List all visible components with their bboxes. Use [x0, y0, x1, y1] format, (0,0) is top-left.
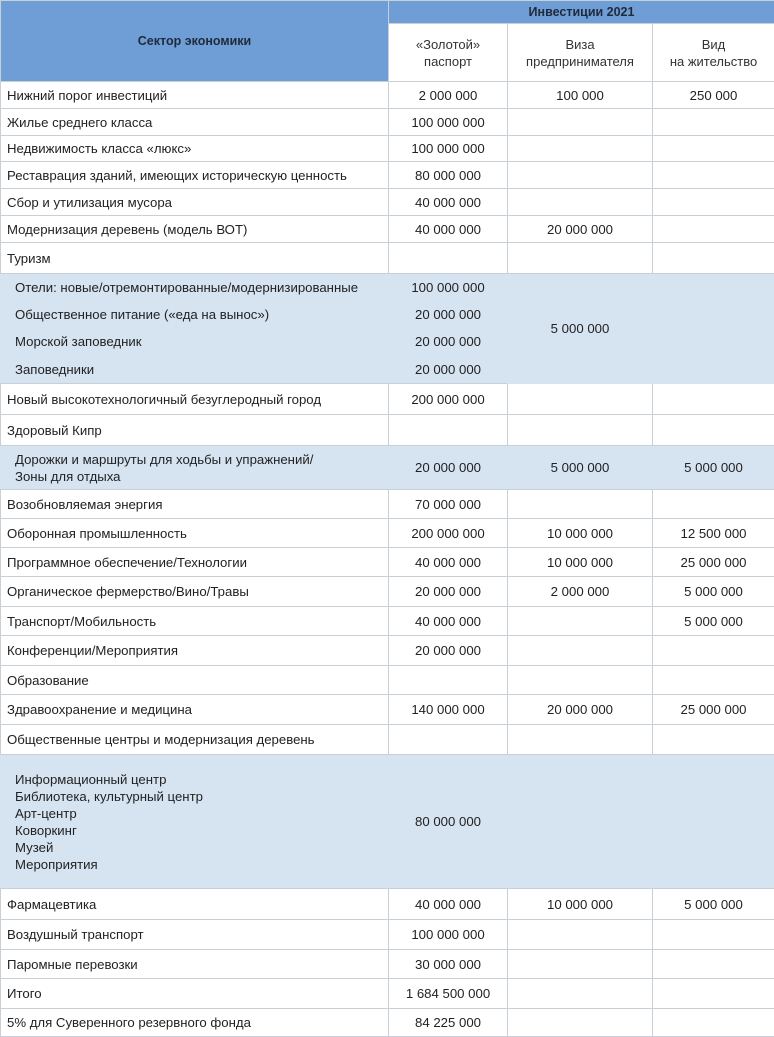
- cell-visa: [508, 979, 653, 1009]
- cell-golden: 100 000 000: [389, 109, 508, 136]
- table-row: [1, 548, 774, 577]
- row-label-community-centers: [1, 755, 389, 889]
- row-label: Общественное питание («еда на вынос»): [1, 301, 389, 328]
- cell-golden: 20 000 000: [389, 577, 508, 607]
- cell-residence: 25 000 000: [653, 548, 774, 577]
- row-label: Конференции/Мероприятия: [1, 636, 389, 666]
- cell-residence: 250 000: [653, 82, 774, 109]
- cell-visa: [508, 136, 653, 162]
- row-label: 5% для Суверенного резервного фонда: [1, 1009, 389, 1037]
- row-label: Паромные перевозки: [1, 950, 389, 979]
- cell-residence: 5 000 000: [653, 446, 774, 490]
- cell-golden: 40 000 000: [389, 889, 508, 920]
- cell-visa: [508, 109, 653, 136]
- cell-residence: [653, 136, 774, 162]
- table-row: [1, 384, 774, 415]
- table-row: [1, 577, 774, 607]
- cell-visa: 100 000: [508, 82, 653, 109]
- cell-golden-total: 1 684 500 000: [389, 979, 508, 1009]
- header-golden-passport: [389, 24, 508, 82]
- cell-golden: 40 000 000: [389, 189, 508, 216]
- row-label: Транспорт/Мобильность: [1, 607, 389, 636]
- cell-visa: 10 000 000: [508, 519, 653, 548]
- cell-visa: [508, 725, 653, 755]
- header-visa-line2: предпринимателя: [526, 54, 634, 69]
- cell-residence: [653, 950, 774, 979]
- cell-visa: [508, 636, 653, 666]
- table-row: [1, 607, 774, 636]
- cell-residence: 12 500 000: [653, 519, 774, 548]
- cell-residence: [653, 1009, 774, 1037]
- row-label: Заповедники: [1, 356, 389, 384]
- cell-golden: [389, 415, 508, 446]
- cell-golden: [389, 243, 508, 274]
- row-label-line4: Коворкинг: [15, 823, 77, 838]
- cell-residence: [653, 243, 774, 274]
- table-row-sub: [1, 755, 774, 889]
- cell-golden: 84 225 000: [389, 1009, 508, 1037]
- cell-residence: [653, 636, 774, 666]
- table-row: [1, 136, 774, 162]
- cell-visa: [508, 1009, 653, 1037]
- cell-residence: [653, 109, 774, 136]
- table-row: [1, 415, 774, 446]
- cell-visa: 10 000 000: [508, 548, 653, 577]
- row-label: Морской заповедник: [1, 328, 389, 356]
- row-label: Возобновляемая энергия: [1, 490, 389, 519]
- row-label: Недвижимость класса «люкс»: [1, 136, 389, 162]
- cell-visa: [508, 384, 653, 415]
- cell-residence: [653, 384, 774, 415]
- cell-golden: 20 000 000: [389, 301, 508, 328]
- header-entrepreneur-visa: [508, 24, 653, 82]
- table-row-reserve-fund: [1, 1009, 774, 1037]
- row-label: Органическое фермерство/Вино/Травы: [1, 577, 389, 607]
- table-row-sub: [1, 274, 774, 301]
- cell-visa: [508, 189, 653, 216]
- row-label: Новый высокотехнологичный безуглеродный город: [1, 384, 389, 415]
- row-label: Туризм: [1, 243, 389, 274]
- row-label: Здоровый Кипр: [1, 415, 389, 446]
- table-row: [1, 82, 774, 109]
- cell-residence: [653, 415, 774, 446]
- table-row: [1, 725, 774, 755]
- row-label-line6: Мероприятия: [15, 857, 98, 872]
- cell-golden: [389, 666, 508, 695]
- cell-residence: [653, 979, 774, 1009]
- cell-visa: [508, 920, 653, 950]
- cell-golden: 40 000 000: [389, 548, 508, 577]
- cell-residence-tourism: [653, 274, 774, 384]
- header-residence-permit: [653, 24, 774, 82]
- row-label-line3: Арт-центр: [15, 806, 77, 821]
- cell-visa-tourism: 5 000 000: [508, 274, 653, 384]
- cell-residence: [653, 755, 774, 889]
- table-row: [1, 490, 774, 519]
- table-row: [1, 695, 774, 725]
- cell-golden: 20 000 000: [389, 446, 508, 490]
- table-row: [1, 519, 774, 548]
- cell-residence: [653, 216, 774, 243]
- cell-residence: 5 000 000: [653, 607, 774, 636]
- row-label-line2: Библиотека, культурный центр: [15, 789, 203, 804]
- cell-visa: [508, 162, 653, 189]
- cell-visa: 2 000 000: [508, 577, 653, 607]
- cell-visa: 20 000 000: [508, 695, 653, 725]
- cell-golden: 70 000 000: [389, 490, 508, 519]
- table-row-sub: [1, 446, 774, 490]
- cell-visa: 10 000 000: [508, 889, 653, 920]
- cell-golden: 80 000 000: [389, 162, 508, 189]
- cell-golden: 80 000 000: [389, 755, 508, 889]
- row-label: Здравоохранение и медицина: [1, 695, 389, 725]
- cell-golden: 100 000 000: [389, 920, 508, 950]
- row-label: Фармацевтика: [1, 889, 389, 920]
- row-label-line2: Зоны для отдыха: [15, 469, 121, 484]
- row-label-line1: Информационный центр: [15, 772, 166, 787]
- row-label: [1, 446, 389, 490]
- cell-visa: 5 000 000: [508, 446, 653, 490]
- row-label: Сбор и утилизация мусора: [1, 189, 389, 216]
- cell-residence: 5 000 000: [653, 889, 774, 920]
- table-row: [1, 636, 774, 666]
- row-label-line1: Дорожки и маршруты для ходьбы и упражнений/: [15, 452, 313, 467]
- header-visa-line1: Виза: [565, 37, 594, 52]
- table-row-total: [1, 979, 774, 1009]
- table-row: [1, 216, 774, 243]
- row-label: Модернизация деревень (модель ВОТ): [1, 216, 389, 243]
- header-golden-line1: «Золотой»: [416, 37, 480, 52]
- row-label: Образование: [1, 666, 389, 695]
- cell-visa: [508, 666, 653, 695]
- cell-golden: 20 000 000: [389, 636, 508, 666]
- cell-golden: 40 000 000: [389, 216, 508, 243]
- cell-golden: 20 000 000: [389, 356, 508, 384]
- cell-golden: 140 000 000: [389, 695, 508, 725]
- cell-visa: [508, 490, 653, 519]
- cell-residence: [653, 490, 774, 519]
- row-label: Отели: новые/отремонтированные/модернизированные: [1, 274, 389, 301]
- cell-golden: 100 000 000: [389, 274, 508, 301]
- header-investments-2021: Инвестиции 2021: [389, 1, 774, 24]
- header-sector: Сектор экономики: [1, 1, 389, 82]
- cell-residence: [653, 162, 774, 189]
- header-res-line1: Вид: [702, 37, 726, 52]
- cell-golden: 40 000 000: [389, 607, 508, 636]
- table-row: [1, 950, 774, 979]
- table-row: [1, 243, 774, 274]
- row-label: Общественные центры и модернизация деревень: [1, 725, 389, 755]
- table-row: [1, 189, 774, 216]
- cell-visa: [508, 755, 653, 889]
- header-golden-line2: паспорт: [424, 54, 472, 69]
- cell-golden: 30 000 000: [389, 950, 508, 979]
- row-label: Реставрация зданий, имеющих историческую ценность: [1, 162, 389, 189]
- cell-residence: [653, 189, 774, 216]
- cell-golden: 100 000 000: [389, 136, 508, 162]
- cell-visa: [508, 607, 653, 636]
- cell-residence: 25 000 000: [653, 695, 774, 725]
- cell-golden: 20 000 000: [389, 328, 508, 356]
- cell-visa: [508, 415, 653, 446]
- header-row: [1, 1, 774, 24]
- row-label: Воздушный транспорт: [1, 920, 389, 950]
- cell-residence: [653, 666, 774, 695]
- cell-visa: 20 000 000: [508, 216, 653, 243]
- cell-residence: [653, 725, 774, 755]
- row-label: Оборонная промышленность: [1, 519, 389, 548]
- cell-golden: 2 000 000: [389, 82, 508, 109]
- table-row: [1, 109, 774, 136]
- cell-visa: [508, 950, 653, 979]
- cell-golden: 200 000 000: [389, 384, 508, 415]
- table-row: [1, 920, 774, 950]
- cell-golden: [389, 725, 508, 755]
- header-res-line2: на жительство: [670, 54, 757, 69]
- row-label: Нижний порог инвестиций: [1, 82, 389, 109]
- row-label: Жилье среднего класса: [1, 109, 389, 136]
- table-row: [1, 162, 774, 189]
- row-label-total: Итого: [1, 979, 389, 1009]
- table-row: [1, 889, 774, 920]
- cell-golden: 200 000 000: [389, 519, 508, 548]
- cell-residence: 5 000 000: [653, 577, 774, 607]
- table-row: [1, 666, 774, 695]
- cell-visa: [508, 243, 653, 274]
- row-label: Программное обеспечение/Технологии: [1, 548, 389, 577]
- row-label-line5: Музей: [15, 840, 53, 855]
- cell-residence: [653, 920, 774, 950]
